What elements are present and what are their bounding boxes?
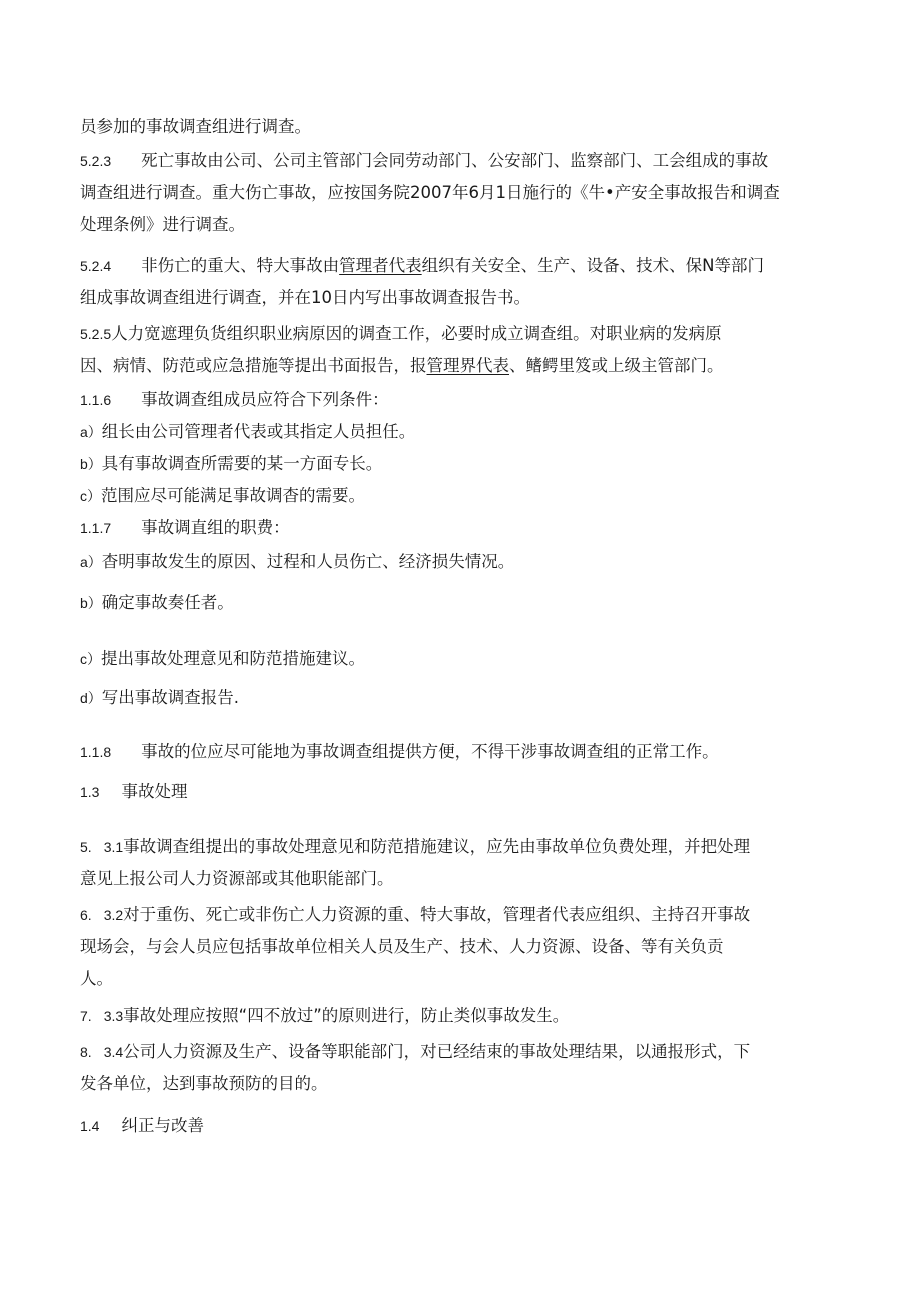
list-number: 8.: [80, 1044, 92, 1060]
section-number: 3.3: [103, 1008, 124, 1024]
paragraph-1-1-8: 1.1.8 事故的位应尽可能地为事故调查组提供方便，不得干涉事故调查组的正常工作。: [80, 742, 719, 761]
list-item-d: d）写出事故调查报告.: [80, 688, 240, 707]
list-item-a: a）杳明事故发生的原因、过程和人员伤亡、经济损失情况。: [80, 552, 515, 571]
section-number: 5.2.4: [80, 258, 112, 274]
list-item-b: b）具有事故调查所需要的某一方面专长。: [80, 454, 383, 473]
list-number: 6.: [80, 907, 92, 923]
text-line: 5.2.4 非伤亡的重大、特大事故由管理者代表组织有关安全、生产、设备、技术、保N等部门: [80, 256, 764, 275]
list-marker: d）: [80, 690, 102, 706]
text-line: 5.2.5人力宽遮理负货组织职业病原因的调查工作，必要时成立调查组。对职业病的发病原: [80, 324, 722, 343]
section-number: 3.4: [103, 1044, 124, 1060]
section-number: 1.3: [80, 784, 100, 800]
text-line: 8. 3.4公司人力资源及生产、设备等职能部门，对已经结束的事故处理结果，以通报形式，下: [80, 1042, 751, 1061]
list-marker: a）: [80, 554, 102, 570]
text-line: 处理条例》进行调查。: [80, 215, 245, 234]
text-line: 发各单位，达到事故预防的目的。: [80, 1074, 328, 1093]
section-number: 1.1.7: [80, 520, 112, 536]
section-number: 3.1: [103, 839, 124, 855]
paragraph-1-1-7: 1.1.7 事故调直组的职费：: [80, 518, 290, 537]
text-line: 7. 3.3事故处理应按照“四不放过”的原则进行，防止类似事故发生。: [80, 1006, 570, 1025]
paragraph-5-2-4: [80, 250, 840, 314]
section-heading-1-3: 1.3 事故处理: [80, 782, 188, 801]
paragraph-5-2-5: [80, 318, 840, 382]
underlined-term: 管理界代表: [426, 356, 509, 375]
list-number: 7.: [80, 1008, 92, 1024]
underlined-term: 管理者代表: [339, 256, 422, 275]
list-marker: a）: [80, 424, 102, 440]
section-number: 1.1.8: [80, 744, 112, 760]
list-marker: b）: [80, 456, 102, 472]
text-line: 5. 3.1事故调查组提出的事故处理意见和防范措施建议，应先由事故单位负费处理，并把处理: [80, 837, 751, 856]
paragraph-5-2-3: [80, 145, 840, 241]
paragraph-5-3-3: [80, 1000, 840, 1032]
paragraph-continuation: [80, 111, 840, 143]
text-line: 意见上报公司人力资源部或其他职能部门。: [80, 869, 394, 888]
list-marker: c）: [80, 488, 101, 504]
section-number: 1.1.6: [80, 392, 112, 408]
text-line: 组成事故调查组进行调查，并在10日内写出事故调查报告书。: [80, 288, 530, 307]
list-item-a: a）组长由公司管理者代表或其指定人员担任。: [80, 422, 416, 441]
list-item-b: b）确定事故奏任者。: [80, 593, 234, 612]
list-marker: b）: [80, 595, 102, 611]
section-number: 5.2.5: [80, 326, 112, 342]
paragraph-5-3-1: [80, 831, 840, 895]
paragraph-1-1-6: 1.1.6 事故调查组成员应符合下列条件：: [80, 390, 389, 409]
paragraph-5-3-4: [80, 1036, 840, 1100]
text-line: 5.2.3 死亡事故由公司、公司主管部门会同劳动部门、公安部门、监察部门、工会组成的事故: [80, 151, 769, 170]
text-line: 调查组进行调查。重大伤亡事故，应按国务院2007年6月1日施行的《牛•产安全事故报告和调查: [80, 183, 780, 202]
text-line: 现场会，与会人员应包括事故单位相关人员及生产、技术、人力资源、设备、等有关负贡: [80, 937, 724, 956]
section-heading-1-4: 1.4 纠正与改善: [80, 1116, 204, 1135]
list-marker: c）: [80, 651, 101, 667]
list-item-c: c）范围应尽可能满足事故调杳的需要。: [80, 486, 365, 505]
section-number: 5.2.3: [80, 153, 112, 169]
paragraph-5-3-2: [80, 899, 840, 995]
text-line: 员参加的事故调查组进行调查。: [80, 117, 311, 136]
list-number: 5.: [80, 839, 92, 855]
list-item-c: c）提出事故处理意见和防范措施建议。: [80, 649, 365, 668]
text-line: 6. 3.2对于重伤、死亡或非伤亡人力资源的重、特大事故，管理者代表应组织、主持召开事故: [80, 905, 751, 924]
text-line: 因、病情、防范或应急措施等提出书面报告，报管理界代表、鳍鳄里笈或上级主管部门。: [80, 356, 724, 375]
section-number: 1.4: [80, 1118, 100, 1134]
section-number: 3.2: [103, 907, 124, 923]
text-line: 人。: [80, 969, 113, 988]
